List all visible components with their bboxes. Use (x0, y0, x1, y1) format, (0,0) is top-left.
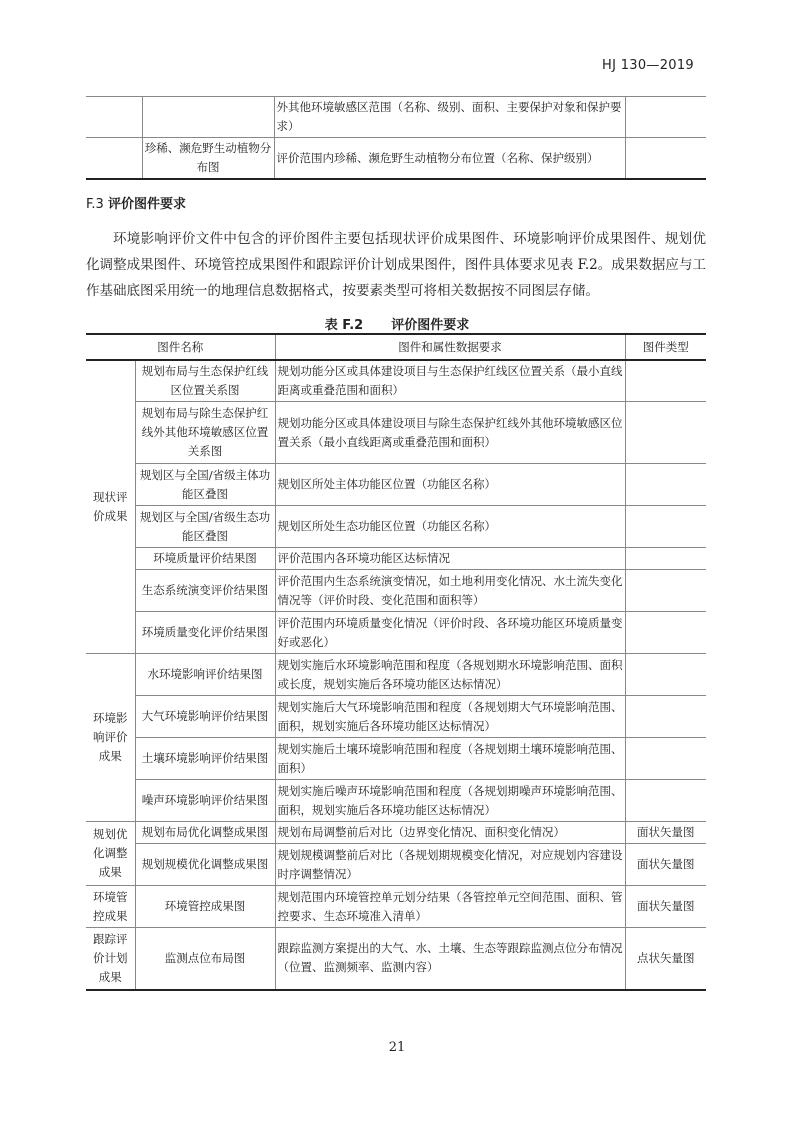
type-cell (625, 612, 706, 654)
type-cell (625, 548, 706, 570)
table-header-row (86, 334, 706, 360)
table-row (86, 886, 706, 928)
table-row (86, 97, 706, 138)
requirement-cell: 规划布局调整前后对比（边界变化情况、面积变化情况） (275, 822, 625, 844)
type-cell (625, 780, 706, 822)
type-cell (625, 570, 706, 612)
table-row (86, 506, 706, 548)
type-cell (625, 360, 706, 402)
type-cell (625, 738, 706, 780)
figure-name-cell: 规划规模优化调整成果图 (135, 844, 275, 886)
table-row (86, 844, 706, 886)
section-title: 评价图件要求 (107, 197, 186, 212)
table-number: 表 F.2 (324, 318, 364, 333)
table-row (86, 464, 706, 506)
figure-name-cell: 水环境影响评价结果图 (135, 654, 275, 696)
requirement-cell: 规划区所处生态功能区位置（功能区名称） (275, 506, 625, 548)
group-label: 环境影响评价成果 (86, 654, 135, 822)
figure-name-cell: 环境质量变化评价结果图 (135, 612, 275, 654)
table-row (86, 654, 706, 696)
group-cell (86, 138, 142, 180)
table-row (86, 612, 706, 654)
figure-name-cell: 噪声环境影响评价结果图 (135, 780, 275, 822)
type-cell (625, 97, 706, 138)
type-cell: 面状矢量图 (625, 844, 706, 886)
requirement-cell: 规划功能分区或具体建设项目与除生态保护红线外其他环境敏感区位置关系（最小直线距离或重叠范围和面积） (275, 402, 625, 464)
group-label: 规划优化调整成果 (86, 822, 135, 886)
table-row (86, 138, 706, 180)
table-row (86, 360, 706, 402)
table-row (86, 780, 706, 822)
type-cell (625, 506, 706, 548)
table-caption (0, 314, 794, 333)
figure-name-cell: 规划布局优化调整成果图 (135, 822, 275, 844)
type-cell: 面状矢量图 (625, 886, 706, 928)
type-cell (625, 654, 706, 696)
standard-code: HJ 130—2019 (602, 58, 694, 73)
requirement-cell: 评价范围内各环境功能区达标情况 (275, 548, 625, 570)
section-heading (86, 193, 186, 212)
requirement-cell: 评价范围内环境质量变化情况（评价时段、各环境功能区环境质量变好或恶化） (275, 612, 625, 654)
figure-name-cell: 规划区与全国/省级生态功能区叠图 (135, 506, 275, 548)
section-number: F.3 (86, 197, 104, 212)
type-cell (625, 138, 706, 180)
requirement-cell: 规划功能分区或具体建设项目与生态保护红线区位置关系（最小直线距离或重叠范围和面积） (275, 360, 625, 402)
table-title: 评价图件要求 (391, 318, 470, 333)
requirement-cell: 规划实施后噪声环境影响范围和程度（各规划期噪声环境影响范围、面积，规划实施后各环境功能区达标情况） (275, 780, 625, 822)
header-figure-name: 图件名称 (86, 334, 275, 360)
group-cell (86, 97, 142, 138)
requirement-cell: 跟踪监测方案提出的大气、水、土壤、生态等跟踪监测点位分布情况（位置、监测频率、监测内容） (275, 928, 625, 990)
figure-name-cell: 规划布局与生态保护红线区位置关系图 (135, 360, 275, 402)
table-row (86, 822, 706, 844)
table-row (86, 570, 706, 612)
page-number: 21 (388, 1040, 406, 1055)
requirement-cell: 规划范围内环境管控单元划分结果（各管控单元空间范围、面积、管控要求、生态环境准入清单） (275, 886, 625, 928)
figure-name-cell: 规划区与全国/省级主体功能区叠图 (135, 464, 275, 506)
group-label: 跟踪评价计划成果 (86, 928, 135, 990)
figure-name-cell: 生态系统演变评价结果图 (135, 570, 275, 612)
type-cell (625, 464, 706, 506)
type-cell: 面状矢量图 (625, 822, 706, 844)
body-paragraph: 环境影响评价文件中包含的评价图件主要包括现状评价成果图件、环境影响评价成果图件、规划优化调整成果图件、环境管控成果图件和跟踪评价计划成果图件，图件具体要求见表 F.2。成果数据应与工作基础底图采用统一的地理信息数据格式，按要素类型可将相关数据按不同图层存储。 (86, 231, 706, 299)
figure-name-cell: 土壤环境影响评价结果图 (135, 738, 275, 780)
table-row (86, 402, 706, 464)
table-row (86, 548, 706, 570)
continued-table (86, 96, 706, 180)
figure-name-cell: 环境管控成果图 (135, 886, 275, 928)
type-cell (625, 402, 706, 464)
requirement-cell: 规划规模调整前后对比（各规划期规模变化情况，对应规划内容建设时序调整情况） (275, 844, 625, 886)
requirement-cell: 外其他环境敏感区范围（名称、级别、面积、主要保护对象和保护要求） (274, 97, 625, 138)
requirement-cell: 规划实施后大气环境影响范围和程度（各规划期大气环境影响范围、面积，规划实施后各环境功能区达标情况） (275, 696, 625, 738)
figure-name-cell: 监测点位布局图 (135, 928, 275, 990)
figure-name-cell: 环境质量评价结果图 (135, 548, 275, 570)
figure-name-cell: 珍稀、濒危野生动植物分布图 (142, 138, 274, 180)
table-row (86, 928, 706, 990)
evaluation-figure-table (86, 333, 706, 991)
header-requirement: 图件和属性数据要求 (275, 334, 625, 360)
requirement-cell: 评价范围内珍稀、濒危野生动植物分布位置（名称、保护级别） (274, 138, 625, 180)
requirement-cell: 规划区所处主体功能区位置（功能区名称） (275, 464, 625, 506)
table-row (86, 738, 706, 780)
group-label: 环境管控成果 (86, 886, 135, 928)
figure-name-cell (142, 97, 274, 138)
figure-name-cell: 大气环境影响评价结果图 (135, 696, 275, 738)
requirement-cell: 规划实施后土壤环境影响范围和程度（各规划期土壤环境影响范围、面积） (275, 738, 625, 780)
group-label: 现状评价成果 (86, 360, 135, 654)
requirement-cell: 规划实施后水环境影响范围和程度（各规划期水环境影响范围、面积或长度，规划实施后各环境功能区达标情况） (275, 654, 625, 696)
requirement-cell: 评价范围内生态系统演变情况，如土地利用变化情况、水土流失变化情况等（评价时段、变化范围和面积等） (275, 570, 625, 612)
type-cell (625, 696, 706, 738)
figure-name-cell: 规划布局与除生态保护红线外其他环境敏感区位置关系图 (135, 402, 275, 464)
table-row (86, 696, 706, 738)
type-cell: 点状矢量图 (625, 928, 706, 990)
header-figure-type: 图件类型 (625, 334, 706, 360)
